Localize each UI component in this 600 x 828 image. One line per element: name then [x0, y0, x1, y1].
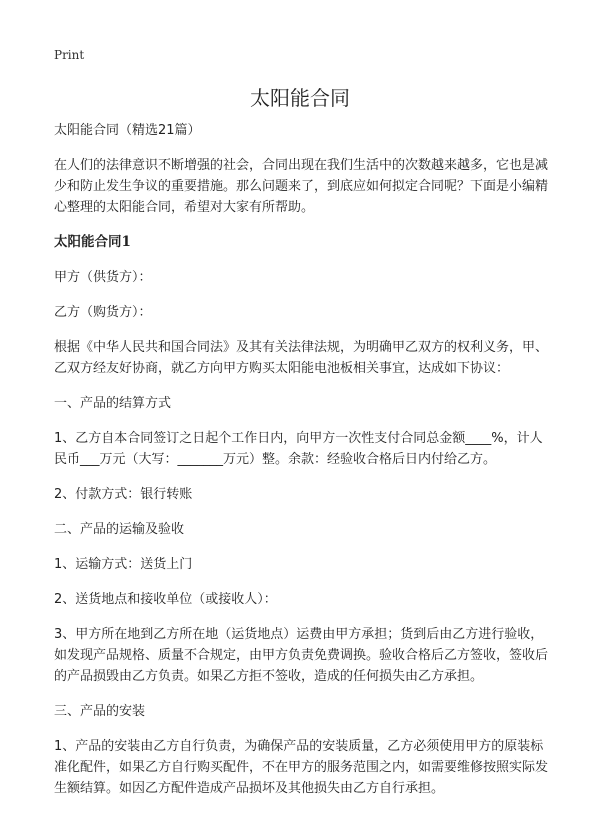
document-title: 太阳能合同	[250, 86, 350, 110]
clause-item: 1、产品的安装由乙方自行负责，为确保产品的安装质量，乙方必须使用甲方的原装标准化配件，如果乙方自行购买配件，不在甲方的服务范围之内，如需要维修按照实际发生额结算。如因乙方配件造成产品损坏及其他损失由乙方自行承担。	[54, 739, 549, 796]
clause-item: 3、甲方所在地到乙方所在地（运货地点）运费由甲方承担；货到后由乙方进行验收，如发现产品规格、质量不合规定，由甲方负责免费调换。验收合格后乙方签收，签收后的产品损毁由乙方负责。如果乙方拒不签收，造成的任何损失由乙方承担。	[54, 627, 549, 684]
clause-item: 1、运输方式：送货上门	[54, 557, 193, 572]
document-subtitle: 太阳能合同（精选21篇）	[54, 123, 201, 138]
section-heading: 太阳能合同1	[54, 234, 131, 250]
clause-item: 2、付款方式：银行转账	[54, 487, 193, 502]
clause-heading: 三、产品的安装	[54, 704, 146, 719]
clause-item: 2、送货地点和接收单位（或接收人）：	[54, 592, 277, 607]
intro-paragraph: 在人们的法律意识不断增强的社会，合同出现在我们生活中的次数越来越多，它也是减少和防止发生争议的重要措施。那么问题来了，到底应如何拟定合同呢？下面是小编精心整理的太阳能合同，希望对大家有所帮助。	[54, 158, 549, 215]
clause-heading: 一、产品的结算方式	[54, 396, 172, 411]
party-a-line: 甲方（供货方）：	[54, 270, 152, 285]
contract-basis-paragraph: 根据《中华人民共和国合同法》及其有关法律法规，为明确甲乙双方的权利义务，甲、乙双方经友好协商，就乙方向甲方购买太阳能电池板相关事宜，达成如下协议：	[54, 340, 549, 376]
clause-item: 1、乙方自本合同签订之日起个工作日内，向甲方一次性支付合同总金额____%，计人民币___万元（大写：_______万元）整。余款：经验收合格后日内付给乙方。	[54, 431, 543, 467]
document-body	[54, 120, 548, 813]
clause-heading: 二、产品的运输及验收	[54, 522, 185, 537]
print-link[interactable]: Print	[54, 48, 85, 62]
party-b-line: 乙方（购货方）：	[54, 305, 152, 320]
